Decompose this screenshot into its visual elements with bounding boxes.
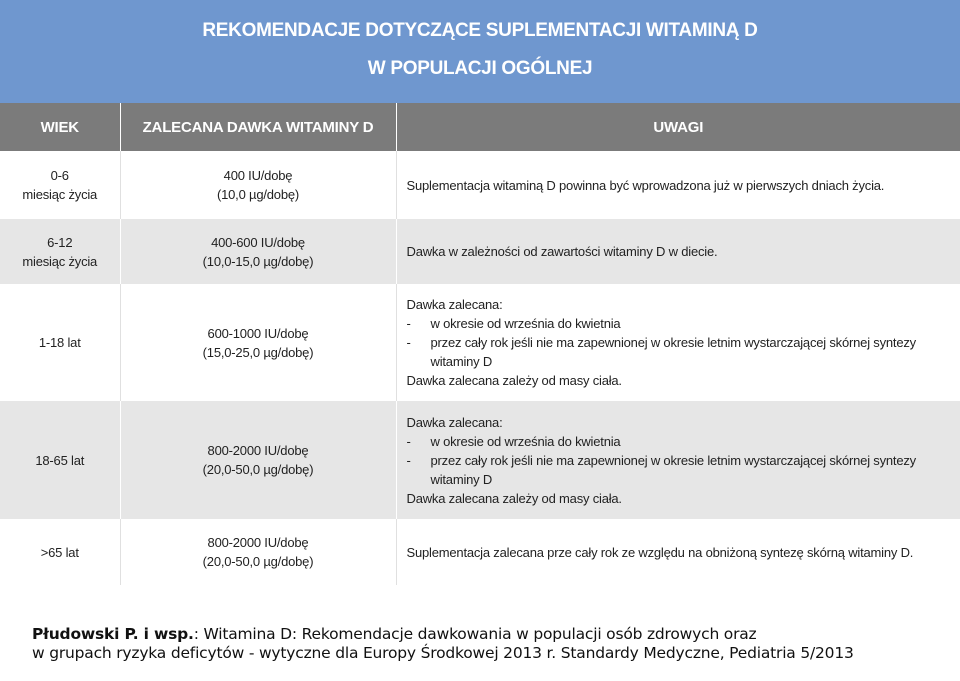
bullet-text: w okresie od września do kwietnia [430, 316, 621, 331]
note-outro: Dawka zalecana zależy od masy ciała. [406, 373, 622, 388]
bullet-marker: - [406, 452, 411, 468]
age-cell [0, 151, 120, 219]
age-text: 0-6 [50, 168, 69, 183]
note-bullet [407, 432, 960, 451]
title-banner [0, 0, 960, 103]
dose-iu-text: 400 IU/dobę [223, 168, 293, 183]
age-text: 18-65 lat [35, 452, 85, 468]
note-cell [396, 401, 960, 519]
note-cell [396, 284, 960, 401]
bullet-marker: - [406, 316, 411, 331]
note-cell [396, 219, 960, 284]
column-header-age: WIEK [0, 103, 120, 151]
table-row [0, 401, 960, 519]
dose-iu-text: 600-1000 IU/dobę [207, 325, 309, 341]
title-line-1: REKOMENDACJE DOTYCZĄCE SUPLEMENTACJI WITAMINĄ D [202, 20, 758, 41]
age-cell [0, 519, 120, 585]
bullet-text: przez cały rok jeśli nie ma zapewnionej w okresie letnim wystarczającej skórnej syntezy witaminy D [430, 335, 916, 369]
dose-cell [120, 519, 396, 585]
dose-ug-text: (10,0-15,0 µg/dobę) [202, 253, 314, 269]
age-text: >65 lat [40, 544, 79, 560]
age-unit-text: miesiąc życia [22, 187, 98, 202]
dose-iu-text: 400-600 IU/dobę [211, 234, 305, 250]
bullet-text: w okresie od września do kwietnia [430, 433, 621, 449]
citation-title: : Witamina D: Rekomendacje dawkowania w populacji osób zdrowych oraz [193, 625, 757, 643]
dose-ug-text: (10,0 µg/dobę) [216, 187, 300, 202]
table-row [0, 151, 960, 219]
recommendation-table [0, 103, 960, 585]
dose-ug-text: (20,0-50,0 µg/dobę) [202, 462, 314, 477]
note-bullet [407, 314, 960, 333]
column-header-dose: ZALECANA DAWKA WITAMINY D [120, 103, 396, 151]
title-line-2: W POPULACJI OGÓLNEJ [367, 58, 593, 79]
note-cell [396, 151, 960, 219]
age-cell [0, 284, 120, 401]
note-text: Suplementacja zalecana prze cały rok ze względu na obniżoną syntezę skórną witaminy D. [406, 544, 914, 560]
table-row [0, 284, 960, 401]
column-header-notes: UWAGI [396, 103, 960, 151]
dose-ug-text: (15,0-25,0 µg/dobę) [202, 344, 314, 360]
age-cell [0, 401, 120, 519]
note-bullet [407, 451, 960, 489]
citation-details: w grupach ryzyka deficytów - wytyczne dla Europy Środkowej 2013 r. Standardy Medyczne, Pediatria 5/2013 [32, 644, 854, 662]
note-intro: Dawka zalecana: [406, 414, 503, 430]
note-bullet [407, 333, 960, 371]
dose-cell [120, 284, 396, 401]
dose-iu-text: 800-2000 IU/dobę [207, 443, 309, 458]
dose-cell [120, 151, 396, 219]
age-text: 6-12 [47, 234, 73, 250]
dose-cell [120, 219, 396, 284]
note-cell [396, 519, 960, 585]
bullet-marker: - [406, 433, 411, 449]
table-row [0, 519, 960, 585]
dose-iu-text: 800-2000 IU/dobę [207, 535, 309, 550]
age-unit-text: miesiąc życia [22, 253, 98, 269]
bullet-marker: - [406, 335, 411, 350]
dose-ug-text: (20,0-50,0 µg/dobę) [202, 554, 314, 569]
source-citation [32, 625, 952, 663]
bullet-text: przez cały rok jeśli nie ma zapewnionej w okresie letnim wystarczającej skórnej syntezy witaminy D [430, 452, 916, 487]
note-outro: Dawka zalecana zależy od masy ciała. [406, 490, 622, 506]
age-cell [0, 219, 120, 284]
table-header-row [0, 103, 960, 151]
note-text: Suplementacja witaminą D powinna być wprowadzona już w pierwszych dniach życia. [406, 177, 885, 193]
note-intro: Dawka zalecana: [406, 297, 503, 312]
table-row [0, 219, 960, 284]
dose-cell [120, 401, 396, 519]
age-text: 1-18 lat [38, 335, 81, 350]
citation-authors: Płudowski P. i wsp. [32, 625, 194, 643]
note-text: Dawka w zależności od zawartości witaminy D w diecie. [406, 244, 718, 259]
